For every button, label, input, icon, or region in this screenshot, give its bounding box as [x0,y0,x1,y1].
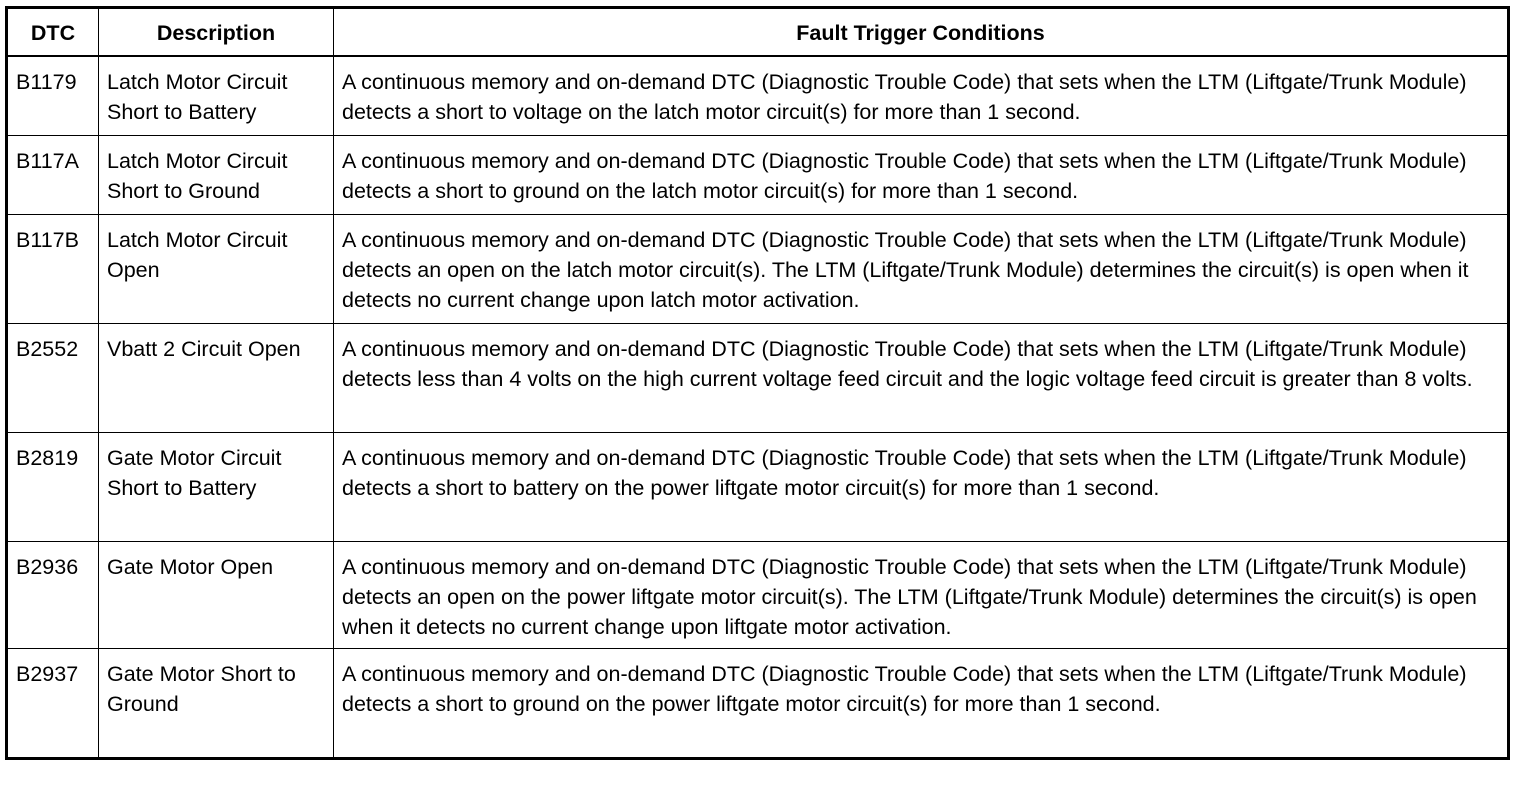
conditions-cell: A continuous memory and on-demand DTC (Diagnostic Trouble Code) that sets when the LTM (Liftgate/Trunk Module) detects a short to ground on the power liftgate motor circuit(s) for more than 1 second. [334,649,1509,759]
dtc-code-cell: B1179 [7,56,99,136]
table-row [7,649,1509,759]
column-header-dtc: DTC [7,8,99,57]
table-body [7,56,1509,759]
conditions-cell: A continuous memory and on-demand DTC (Diagnostic Trouble Code) that sets when the LTM (Liftgate/Trunk Module) detects a short to ground on the latch motor circuit(s) for more than 1 second. [334,136,1509,215]
conditions-cell: A continuous memory and on-demand DTC (Diagnostic Trouble Code) that sets when the LTM (Liftgate/Trunk Module) detects an open on the power liftgate motor circuit(s). The LTM (Liftgate/Trunk Module) determines the circuit(s) is open when it detects no current change upon liftgate motor activation. [334,542,1509,649]
description-cell: Vbatt 2 Circuit Open [99,324,334,433]
dtc-code-cell: B2936 [7,542,99,649]
description-cell: Gate Motor Open [99,542,334,649]
dtc-fault-table [5,6,1510,760]
dtc-code-cell: B2937 [7,649,99,759]
description-cell: Gate Motor Short to Ground [99,649,334,759]
conditions-cell: A continuous memory and on-demand DTC (Diagnostic Trouble Code) that sets when the LTM (Liftgate/Trunk Module) detects an open on the latch motor circuit(s). The LTM (Liftgate/Trunk Module) determines the circuit(s) is open when it detects no current change upon latch motor activation. [334,215,1509,324]
column-header-description: Description [99,8,334,57]
header-row [7,8,1509,57]
table-row [7,215,1509,324]
table-row [7,433,1509,542]
description-cell: Latch Motor Circuit Short to Ground [99,136,334,215]
table-row [7,56,1509,136]
table-header [7,8,1509,57]
column-header-conditions: Fault Trigger Conditions [334,8,1509,57]
dtc-code-cell: B117A [7,136,99,215]
conditions-cell: A continuous memory and on-demand DTC (Diagnostic Trouble Code) that sets when the LTM (Liftgate/Trunk Module) detects a short to voltage on the latch motor circuit(s) for more than 1 second. [334,56,1509,136]
description-cell: Latch Motor Circuit Open [99,215,334,324]
dtc-code-cell: B2819 [7,433,99,542]
conditions-cell: A continuous memory and on-demand DTC (Diagnostic Trouble Code) that sets when the LTM (Liftgate/Trunk Module) detects less than 4 volts on the high current voltage feed circuit and the logic voltage feed circuit is greater than 8 volts. [334,324,1509,433]
table-row [7,542,1509,649]
description-cell: Latch Motor Circuit Short to Battery [99,56,334,136]
dtc-code-cell: B117B [7,215,99,324]
table-row [7,136,1509,215]
table-row [7,324,1509,433]
description-cell: Gate Motor Circuit Short to Battery [99,433,334,542]
conditions-cell: A continuous memory and on-demand DTC (Diagnostic Trouble Code) that sets when the LTM (Liftgate/Trunk Module) detects a short to battery on the power liftgate motor circuit(s) for more than 1 second. [334,433,1509,542]
dtc-code-cell: B2552 [7,324,99,433]
